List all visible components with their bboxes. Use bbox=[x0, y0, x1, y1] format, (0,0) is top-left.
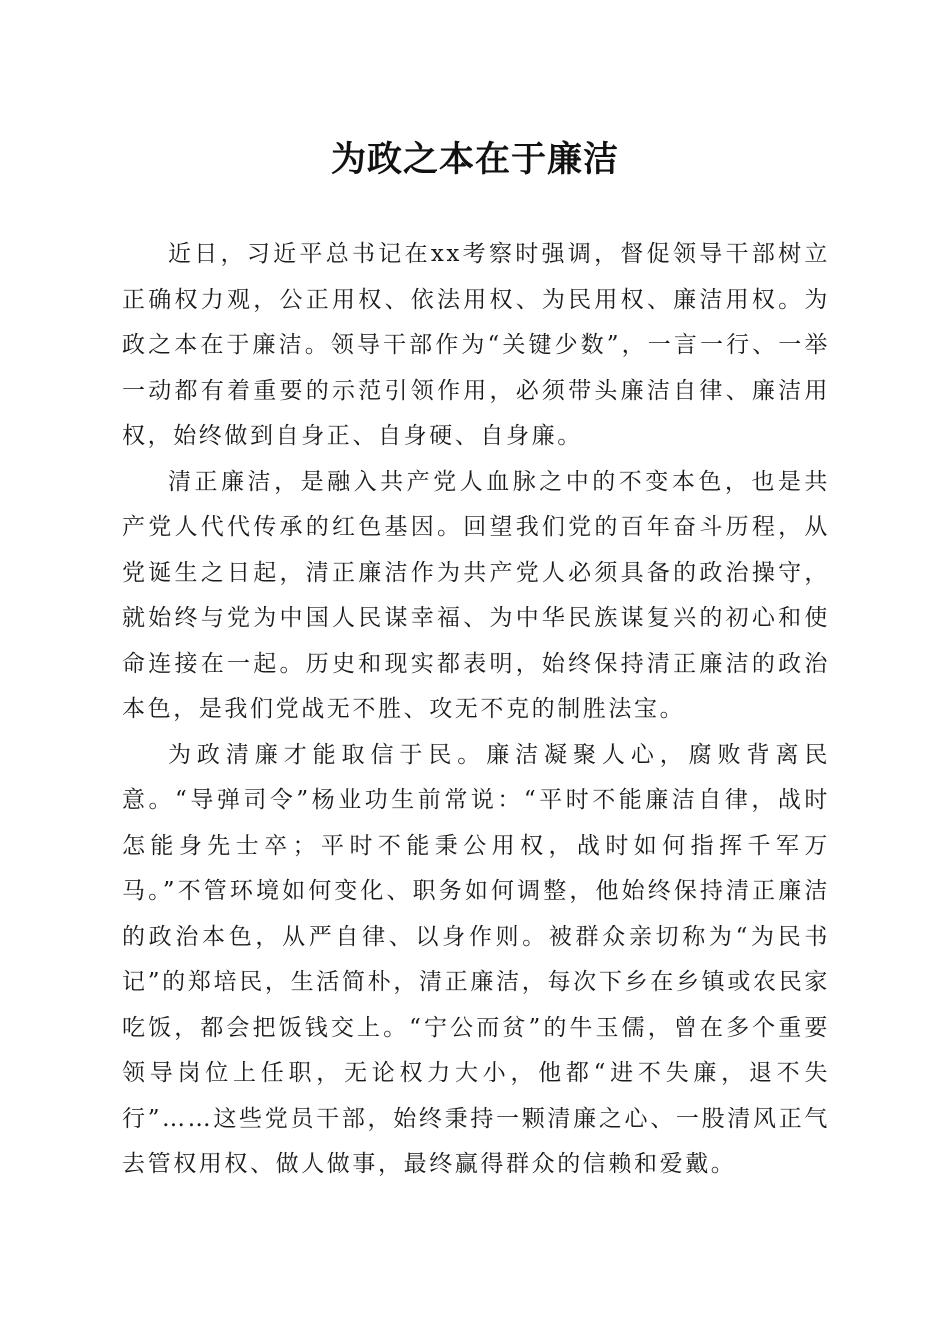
paragraph: 清正廉洁，是融入共产党人血脉之中的不变本色，也是共产党人代代传承的红色基因。回望我们党的百年奋斗历程，从党诞生之日起，清正廉洁作为共产党人必须具备的政治操守，就始终与党为中国人民谋幸福、为中华民族谋复兴的初心和使命连接在一起。历史和现实都表明，始终保持清正廉洁的政治本色，是我们党战无不胜、攻无不克的制胜法宝。 bbox=[122, 468, 830, 722]
document-body bbox=[122, 232, 830, 1188]
paragraph: 为政清廉才能取信于民。廉洁凝聚人心，腐败背离民意。“导弹司令”杨业功生前常说：“平时不能廉洁自律，战时怎能身先士卒；平时不能秉公用权，战时如何指挥千军万马。”不管环境如何变化、职务如何调整，他始终保持清正廉洁的政治本色，从严自律、以身作则。被群众亲切称为“为民书记”的郑培民，生活简朴，清正廉洁，每次下乡在乡镇或农民家吃饭，都会把饭钱交上。“宁公而贫”的牛玉儒，曾在多个重要领导岗位上任职，无论权力大小，他都“进不失廉，退不失行”……这些党员干部，始终秉持一颗清廉之心、一股清风正气去管权用权、做人做事，最终赢得群众的信赖和爱戴。 bbox=[122, 741, 830, 1177]
document-title: 为政之本在于廉洁 bbox=[330, 139, 619, 180]
paragraph: 近日，习近平总书记在xx考察时强调，督促领导干部树立正确权力观，公正用权、依法用权、为民用权、廉洁用权。为政之本在于廉洁。领导干部作为“关键少数”，一言一行、一举一动都有着重要的示范引领作用，必须带头廉洁自律、廉洁用权，始终做到自身正、自身硬、自身廉。 bbox=[122, 241, 830, 449]
